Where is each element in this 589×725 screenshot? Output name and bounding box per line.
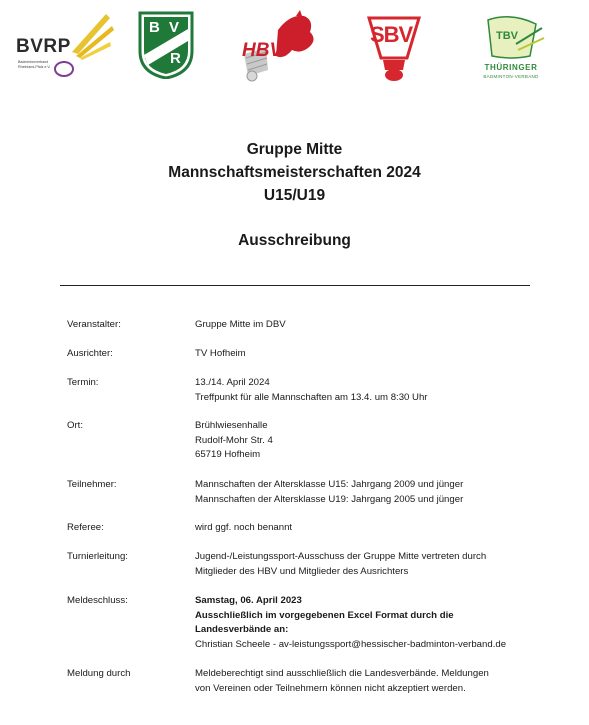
logo-bar xyxy=(0,8,589,88)
title-line-2: Mannschaftsmeisterschaften 2024 xyxy=(168,164,421,181)
detail-line: von Vereinen oder Teilnehmern können nicht akzeptiert werden. xyxy=(195,682,466,694)
detail-line: Ausschließlich im vorgegebenen Excel Format durch die xyxy=(195,609,454,621)
document-title xyxy=(0,138,589,207)
detail-value xyxy=(195,347,555,362)
sbv-logo xyxy=(365,12,423,84)
detail-line: Mitglieder des HBV und Mitglieder des Ausrichters xyxy=(195,565,409,577)
bvr-letter-r: R xyxy=(170,50,181,67)
detail-label: Ausrichter: xyxy=(67,348,113,359)
detail-label: Meldung durch xyxy=(67,668,131,679)
detail-value xyxy=(195,521,555,536)
detail-label: Ort: xyxy=(67,420,83,431)
bvr-letter-b: B xyxy=(149,19,160,36)
tbv-logo xyxy=(476,14,546,84)
detail-line: Mannschaften der Altersklasse U15: Jahrgang 2009 und jünger xyxy=(195,479,464,490)
detail-value xyxy=(195,594,555,652)
tbv-line2: BADMINTON-VERBAND xyxy=(483,74,539,79)
detail-line: Meldeberechtigt sind ausschließlich die Landesverbände. Meldungen xyxy=(195,668,489,679)
detail-value xyxy=(195,318,555,333)
detail-line: wird ggf. noch benannt xyxy=(195,522,293,533)
detail-label: Referee: xyxy=(67,522,104,533)
sbv-wordmark: SBV xyxy=(370,22,413,47)
bvrp-wordmark: BVRP xyxy=(16,36,71,57)
detail-value xyxy=(195,550,555,579)
detail-line: 65719 Hofheim xyxy=(195,449,261,460)
detail-line: Brühlwiesenhalle xyxy=(195,420,268,431)
detail-value xyxy=(195,376,555,405)
hbv-logo xyxy=(238,10,322,86)
bvr-letter-v: V xyxy=(169,19,180,36)
title-line-3: U15/U19 xyxy=(263,187,326,204)
detail-value xyxy=(195,667,555,696)
hbv-wordmark: HBV xyxy=(242,40,283,61)
detail-line: Samstag, 06. April 2023 xyxy=(195,595,302,606)
bvr-logo xyxy=(138,11,194,79)
document-subtitle: Ausschreibung xyxy=(238,232,351,249)
detail-line: Rudolf-Mohr Str. 4 xyxy=(195,434,273,446)
title-line-1: Gruppe Mitte xyxy=(246,141,343,158)
detail-label: Teilnehmer: xyxy=(67,479,117,490)
detail-label: Veranstalter: xyxy=(67,319,121,330)
tbv-wordmark: TBV xyxy=(496,30,518,42)
divider-line xyxy=(60,285,530,286)
detail-label: Turnierleitung: xyxy=(67,551,128,562)
bvrp-subtext xyxy=(18,60,50,69)
detail-line: Gruppe Mitte im DBV xyxy=(195,319,286,330)
detail-line: TV Hofheim xyxy=(195,348,246,359)
bvrp-sub2: Rheinland-Pfalz e.V. xyxy=(18,64,51,69)
tbv-line1: THÜRINGER xyxy=(484,63,538,72)
detail-value xyxy=(195,478,555,507)
detail-line: Treffpunkt für alle Mannschaften am 13.4. um 8:30 Uhr xyxy=(195,391,428,403)
detail-line: Landesverbände an: xyxy=(195,624,289,635)
detail-label: Meldeschluss: xyxy=(67,595,128,606)
bvrp-sub1: Badmintonverband xyxy=(18,60,49,64)
detail-value xyxy=(195,419,555,463)
detail-line: 13./14. April 2024 xyxy=(195,377,270,388)
detail-line: Mannschaften der Altersklasse U19: Jahrgang 2005 und jünger xyxy=(195,493,464,505)
detail-line: Jugend-/Leistungssport-Ausschuss der Gruppe Mitte vertreten durch xyxy=(195,551,487,562)
detail-label: Termin: xyxy=(67,377,99,388)
detail-line: Christian Scheele - av-leistungssport@hessischer-badminton-verband.de xyxy=(195,638,507,650)
bvrp-logo xyxy=(14,12,114,80)
